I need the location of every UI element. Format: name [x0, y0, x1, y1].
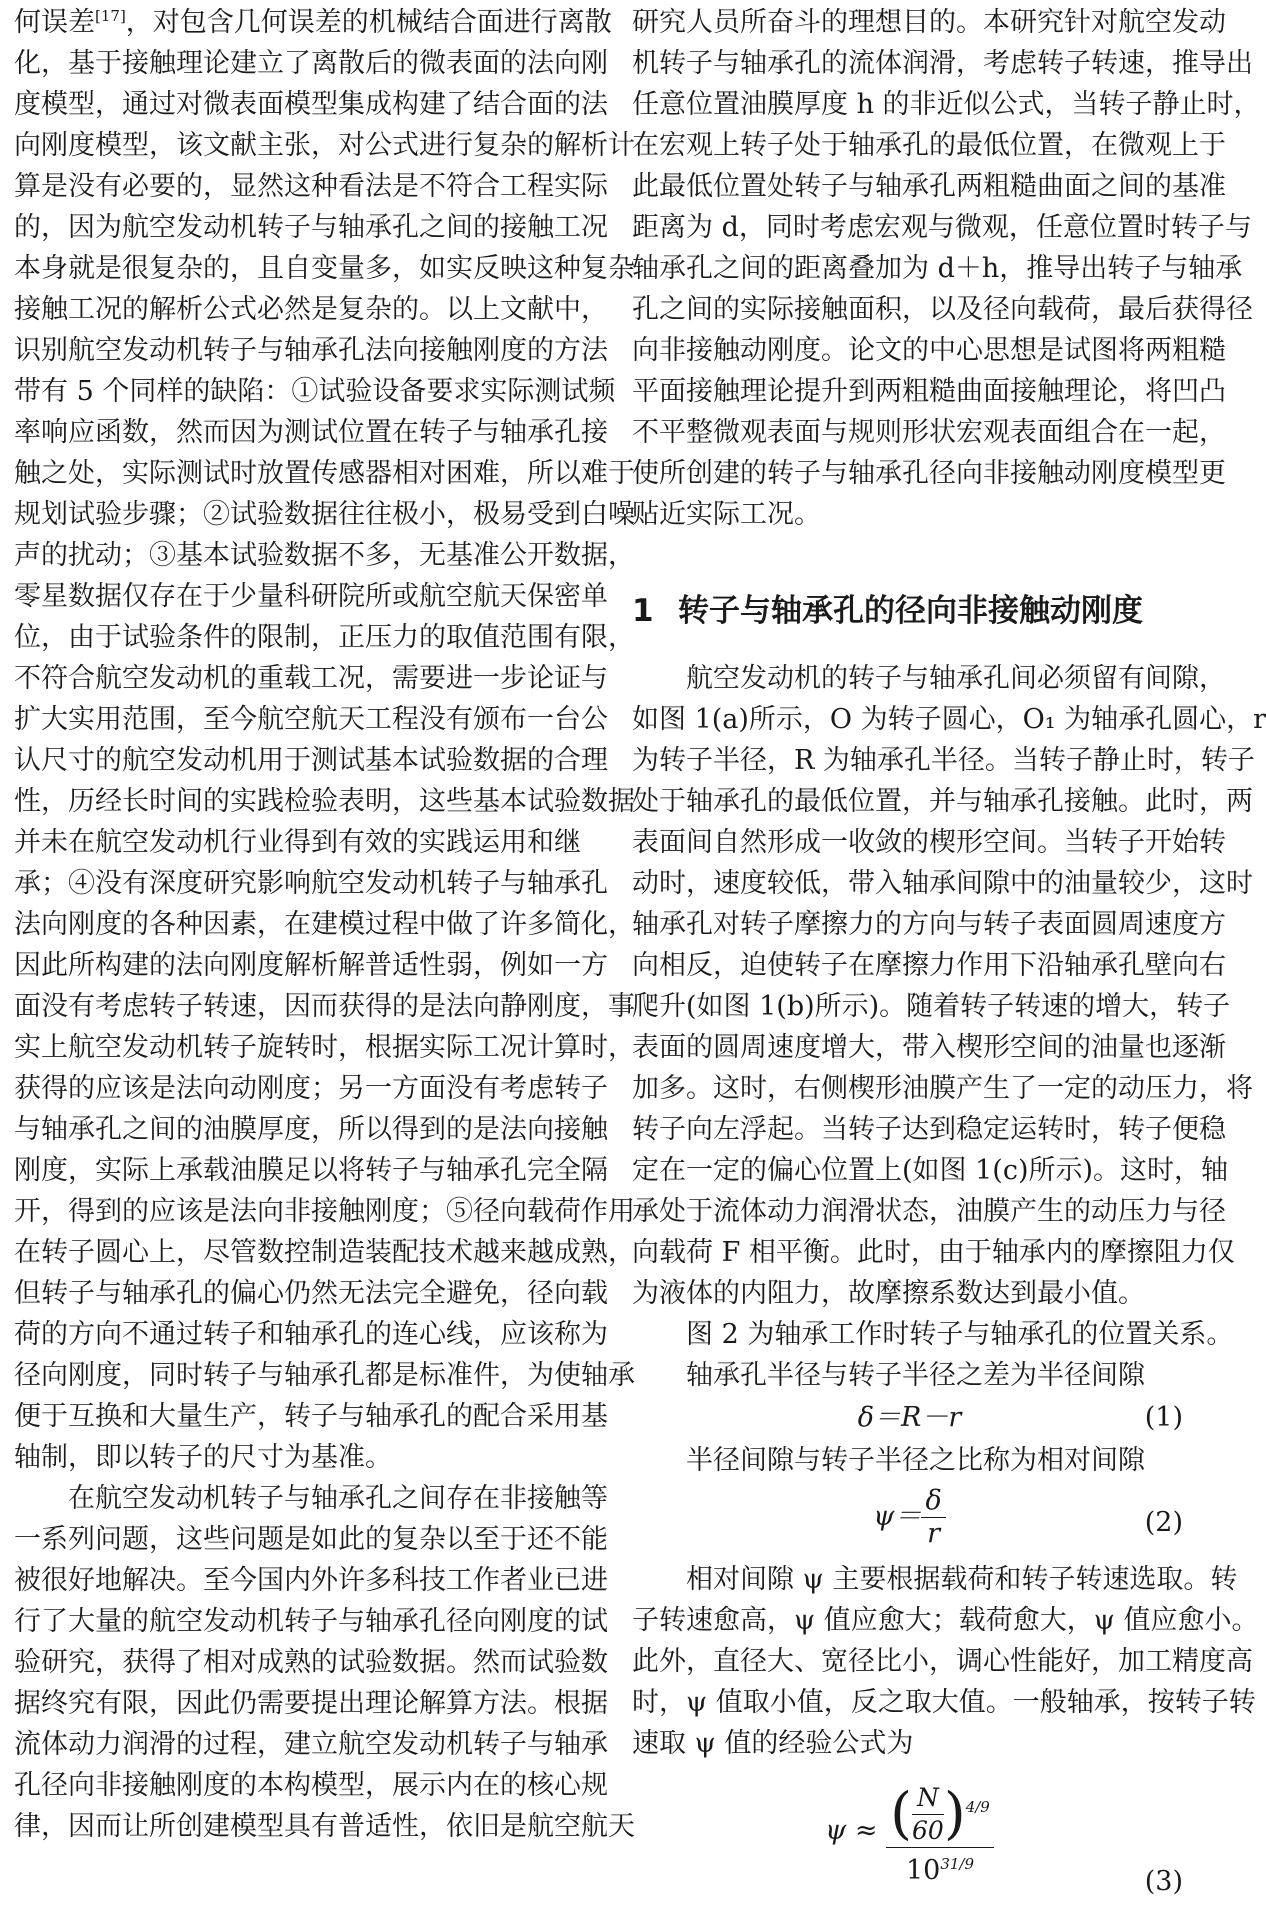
text-line: 并未在航空发动机行业得到有效的实践运用和继	[14, 827, 581, 858]
text-line: 不符合航空发动机的重载工况，需要进一步论证与	[14, 663, 608, 694]
text-line: 子转速愈高，ψ 值应愈大；载荷愈大，ψ 值应愈小。	[632, 1605, 1259, 1636]
text-line: 率响应函数，然而因为测试位置在转子与轴承孔接	[14, 417, 608, 448]
text-line: 表面间自然形成一收敛的楔形空间。当转子开始转	[632, 827, 1226, 858]
text-line: 接触工况的解析公式必然是复杂的。以上文献中，	[14, 294, 608, 325]
text-line: 开，得到的应该是法向非接触刚度；⑤径向载荷作用	[14, 1196, 635, 1227]
right-intro-paragraph	[632, 2, 1261, 535]
text-line: 机转子与轴承孔的流体润滑，考虑转子转速，推导出	[632, 48, 1253, 79]
text-line: 孔之间的实际接触面积，以及径向载荷，最后获得径	[632, 294, 1253, 325]
section-heading	[632, 582, 1187, 640]
text-line: 实上航空发动机转子旋转时，根据实际工况计算时，	[14, 1032, 635, 1063]
text-line: 航空发动机的转子与轴承孔间必须留有间隙，	[686, 663, 1226, 694]
text-line: 规划试验步骤；②试验数据往往极小，极易受到白噪	[14, 499, 635, 530]
text-line: 转子向左浮起。当转子达到稳定运转时，转子便稳	[632, 1114, 1226, 1145]
section-body	[632, 658, 1266, 1396]
text-line: 使所创建的转子与轴承孔径向非接触动刚度模型更	[632, 458, 1226, 489]
section-number: 1	[632, 593, 654, 629]
text-line: 触之处，实际测试时放置传感器相对困难，所以难于	[14, 458, 635, 489]
text-line: 扩大实用范围，至今航空航天工程没有颁布一台公	[14, 704, 608, 735]
text-line: 认尺寸的航空发动机用于测试基本试验数据的合理	[14, 745, 608, 776]
text-line: 承；④没有深度研究影响航空发动机转子与轴承孔	[14, 868, 608, 899]
text-line: 在宏观上转子处于轴承孔的最低位置，在微观上于	[632, 130, 1226, 161]
text-line: 向载荷 F 相平衡。此时，由于轴承内的摩擦阻力仅	[632, 1237, 1235, 1268]
equation-3-denominator	[886, 1848, 994, 1887]
text-line: 承处于流体动力润滑状态，油膜产生的动压力与径	[632, 1196, 1226, 1227]
text-line: 法向刚度的各种因素，在建模过程中做了许多简化，	[14, 909, 635, 940]
equation-1	[632, 1396, 1187, 1440]
equation-2-lhs: ψ＝	[873, 1501, 922, 1532]
left-column	[14, 2, 635, 1847]
text-line: 轴承孔之间的距离叠加为 d＋h，推导出转子与轴承	[632, 253, 1243, 284]
text-line: 爬升(如图 1(b)所示)。随着转子转速的增大，转子	[632, 991, 1231, 1022]
text-line: 平面接触理论提升到两粗糙曲面接触理论，将凹凸	[632, 376, 1226, 407]
text-line: 荷的方向不通过转子和轴承孔的连心线，应该称为	[14, 1319, 608, 1350]
text-line: 为转子半径，R 为轴承孔半径。当转子静止时，转子	[632, 745, 1255, 776]
text-line: 一系列问题，这些问题是如此的复杂以至于还不能	[14, 1524, 608, 1555]
text-line: 表面的圆周速度增大，带入楔形空间的油量也逐渐	[632, 1032, 1226, 1063]
text-line: 带有 5 个同样的缺陷：①试验设备要求实际测试频	[14, 376, 616, 407]
text-line: 但转子与轴承孔的偏心仍然无法完全避免，径向载	[14, 1278, 608, 1309]
text-line: 此外，直径大、宽径比小，调心性能好，加工精度高	[632, 1646, 1253, 1677]
text-line: 据终究有限，因此仍需要提出理论解算方法。根据	[14, 1688, 608, 1719]
text-line: 位，由于试验条件的限制，正压力的取值范围有限，	[14, 622, 635, 653]
equation-1-expression: δ＝R－r	[857, 1402, 962, 1433]
text-line: 速取 ψ 值的经验公式为	[632, 1728, 914, 1759]
equation-3-denominator-exponent: 31/9	[940, 1855, 975, 1873]
text-line: 此最低位置处转子与轴承孔两粗糙曲面之间的基准	[632, 171, 1226, 202]
text-line: 定在一定的偏心位置上(如图 1(c)所示)。这时，轴	[632, 1155, 1229, 1186]
equation-1-number: (1)	[1144, 1402, 1183, 1433]
text-line: 任意位置油膜厚度 h 的非近似公式，当转子静止时，	[632, 89, 1261, 120]
equation-2-intro: 半径间隙与转子半径之比称为相对间隙	[686, 1445, 1145, 1476]
text-line: 为液体的内阻力，故摩擦系数达到最小值。	[632, 1278, 1145, 1309]
text-line: 识别航空发动机转子与轴承孔法向接触刚度的方法	[14, 335, 608, 366]
text-line: 律，因而让所创建模型具有普适性，依旧是航空航天	[14, 1811, 635, 1842]
text-line: 向非接触动刚度。论文的中心思想是试图将两粗糙	[632, 335, 1226, 366]
text-line: 图 2 为轴承工作时转子与轴承孔的位置关系。	[686, 1319, 1234, 1350]
equation-3	[632, 1764, 1187, 1924]
text-line: 算是没有必要的，显然这种看法是不符合工程实际	[14, 171, 608, 202]
text-line: 处于轴承孔的最低位置，并与轴承孔接触。此时，两	[632, 786, 1253, 817]
text-line: 孔径向非接触刚度的本构模型，展示内在的核心规	[14, 1770, 608, 1801]
text-line: 在航空发动机转子与轴承孔之间存在非接触等	[68, 1483, 608, 1514]
text-line: 不平整微观表面与规则形状宏观表面组合在一起，	[632, 417, 1226, 448]
text-line: 本身就是很复杂的，且自变量多，如实反映这种复杂	[14, 253, 635, 284]
text-line: 距离为 d，同时考虑宏观与微观，任意位置时转子与	[632, 212, 1252, 243]
equation-2-denominator: r	[927, 1518, 941, 1549]
text-line: 因此所构建的法向刚度解析解普适性弱，例如一方	[14, 950, 608, 981]
equation-3-outer-exponent: 4/9	[965, 1798, 990, 1816]
text-line: 何误差[17]，对包含几何误差的机械结合面进行离散	[14, 7, 612, 38]
text-line: 如图 1(a)所示，O 为转子圆心，O₁ 为轴承孔圆心，r	[632, 704, 1266, 735]
text-line: 向相反，迫使转子在摩擦力作用下沿轴承孔壁向右	[632, 950, 1226, 981]
equation-3-fraction	[886, 1776, 994, 1887]
text-line: 声的扰动；③基本试验数据不多，无基准公开数据，	[14, 540, 635, 571]
equation-3-inner-numerator: N	[912, 1782, 944, 1815]
text-line: 流体动力润滑的过程，建立航空发动机转子与轴承	[14, 1729, 608, 1760]
equation-3-number: (3)	[1144, 1866, 1183, 1897]
text-line: 与轴承孔之间的油膜厚度，所以得到的是法向接触	[14, 1114, 608, 1145]
right-column	[632, 2, 1266, 1924]
text-line: 贴近实际工况。	[632, 499, 821, 530]
equation-2-number: (2)	[1144, 1507, 1183, 1538]
text-line: 轴承孔对转子摩擦力的方向与转子表面圆周速度方	[632, 909, 1226, 940]
text-line: 性，历经长时间的实践检验表明，这些基本试验数据	[14, 786, 635, 817]
section-title: 转子与轴承孔的径向非接触动刚度	[678, 593, 1143, 629]
text-line: 研究人员所奋斗的理想目的。本研究针对航空发动	[632, 7, 1226, 38]
text-line: 轴制，即以转子的尺寸为基准。	[14, 1442, 392, 1473]
equation-2	[632, 1481, 1187, 1559]
text-line: 相对间隙 ψ 主要根据载荷和转子转速选取。转	[686, 1564, 1238, 1595]
psi-paragraph	[632, 1559, 1259, 1764]
text-line: 便于互换和大量生产，转子与轴承孔的配合采用基	[14, 1401, 608, 1432]
text-line: 度模型，通过对微表面模型集成构建了结合面的法	[14, 89, 608, 120]
text-line: 动时，速度较低，带入轴承间隙中的油量较少，这时	[632, 868, 1253, 899]
text-line: 在转子圆心上，尽管数控制造装配技术越来越成熟，	[14, 1237, 635, 1268]
equation-3-denominator-base: 10	[905, 1855, 941, 1886]
text-line: 刚度，实际上承载油膜足以将转子与轴承孔完全隔	[14, 1155, 608, 1186]
text-line: 加多。这时，右侧楔形油膜产生了一定的动压力，将	[632, 1073, 1253, 1104]
text-line: 的，因为航空发动机转子与轴承孔之间的接触工况	[14, 212, 608, 243]
text-line: 化，基于接触理论建立了离散后的微表面的法向刚	[14, 48, 608, 79]
equation-2-fraction	[921, 1485, 945, 1550]
equation-3-lhs: ψ ≈	[825, 1815, 878, 1846]
text-line: 零星数据仅存在于少量科研院所或航空航天保密单	[14, 581, 608, 612]
equation-3-inner-denominator: 60	[912, 1816, 944, 1845]
equation-3-numerator: ( $\frac{N}{60}$ )$^{4/9}$	[886, 1776, 994, 1848]
text-line: 面没有考虑转子转速，因而获得的是法向静刚度，事	[14, 991, 635, 1022]
text-line: 轴承孔半径与转子半径之差为半径间隙	[686, 1360, 1145, 1391]
text-line: 时，ψ 值取小值，反之取大值。一般轴承，按转子转	[632, 1687, 1256, 1718]
text-line: 被很好地解决。至今国内外许多科技工作者业已进	[14, 1565, 608, 1596]
equation-2-numerator: δ	[921, 1485, 945, 1518]
text-line: 获得的应该是法向动刚度；另一方面没有考虑转子	[14, 1073, 608, 1104]
text-line: 验研究，获得了相对成熟的试验数据。然而试验数	[14, 1647, 608, 1678]
text-line: 向刚度模型，该文献主张，对公式进行复杂的解析计	[14, 130, 635, 161]
text-line: 行了大量的航空发动机转子与轴承孔径向刚度的试	[14, 1606, 608, 1637]
text-line: 径向刚度，同时转子与轴承孔都是标准件，为使轴承	[14, 1360, 635, 1391]
